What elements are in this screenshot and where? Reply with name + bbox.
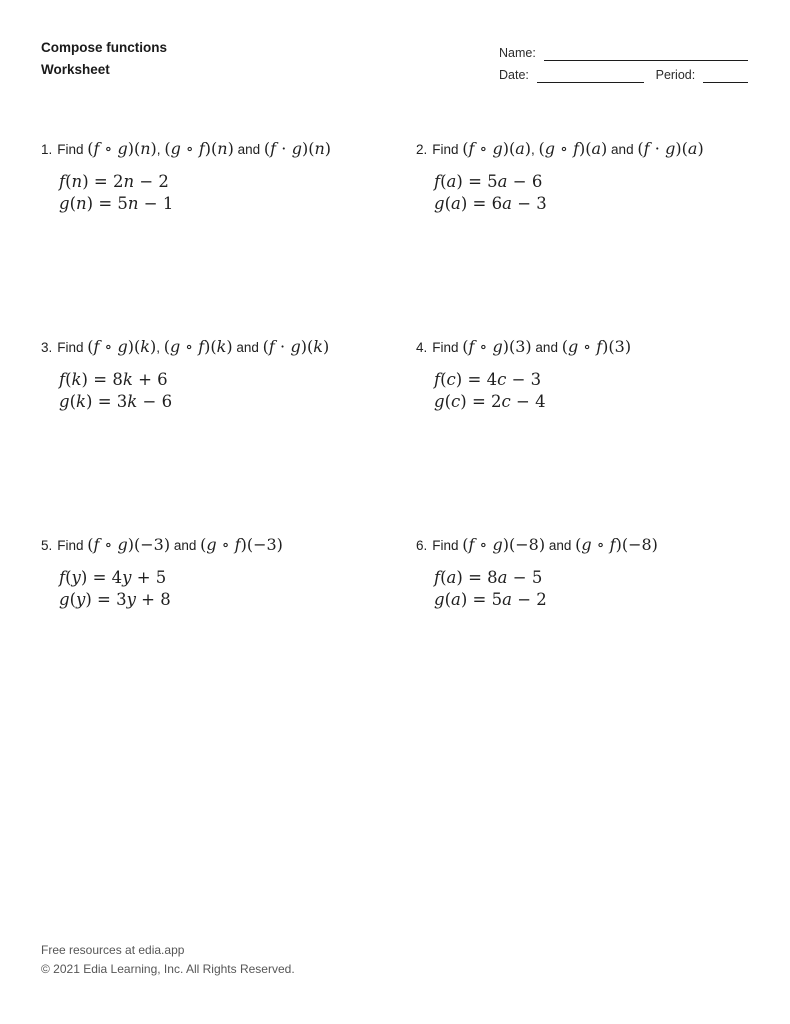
page-footer [41,941,295,979]
function-g-definition: g(c) = 2c − 4 [434,391,546,411]
problem-prompt [432,339,631,356]
function-f-definition: f(c) = 4c − 3 [434,370,542,389]
problem-prompt [432,141,703,158]
math-expression: (g ∘ f)(n) [164,139,234,158]
date-blank-line[interactable] [537,70,644,83]
problem-6 [416,533,751,731]
problem-prompt [432,537,658,554]
name-blank-line[interactable] [544,48,748,61]
problem-number: 5. [41,538,53,553]
prompt-text: , [156,142,165,157]
prompt-text: Find [57,142,88,157]
problem-equations [434,171,751,214]
problem-equations [434,369,751,412]
prompt-text: Find [57,538,88,553]
problem-equations [59,567,416,610]
prompt-text: Find [432,142,463,157]
problem-equations [434,567,751,610]
prompt-text: and [233,142,264,157]
problem-equations [59,369,416,412]
math-expression: (g ∘ f)(−8) [575,535,658,554]
period-blank-line[interactable] [703,70,748,83]
name-label: Name: [499,46,536,60]
problem-equations [59,171,416,214]
prompt-text: Find [57,340,88,355]
math-expression: (f ∘ g)(n) [87,139,157,158]
function-f-definition: f(y) = 4y + 5 [59,568,167,587]
math-expression: (f ∘ g)(3) [462,337,532,356]
math-expression: (g ∘ f)(a) [538,139,608,158]
prompt-text: Find [432,340,463,355]
function-g-definition: g(a) = 5a − 2 [434,589,547,609]
math-expression: (f ∘ g)(a) [462,139,532,158]
prompt-text: and [545,538,576,553]
math-expression: (f ∘ g)(k) [87,337,157,356]
math-expression: (g ∘ f)(3) [561,337,632,356]
problem-3 [41,335,416,533]
name-field-row [499,46,748,61]
worksheet-title [41,37,167,81]
function-g-definition: g(a) = 6a − 3 [434,193,547,213]
function-f-definition: f(n) = 2n − 2 [59,172,169,191]
problem-number: 2. [416,142,428,157]
footer-resources-text: Free resources at edia.app [41,943,185,957]
math-expression: (f ∘ g)(−3) [87,535,171,554]
problem-number: 3. [41,340,53,355]
problem-number: 1. [41,142,53,157]
math-expression: (g ∘ f)(−3) [200,535,283,554]
prompt-text: , [156,340,164,355]
math-expression: (f ⋅ g)(n) [263,139,332,158]
prompt-text: and [232,340,263,355]
math-expression: (g ∘ f)(k) [163,337,233,356]
prompt-text: Find [432,538,463,553]
worksheet-title-line1: Compose functions [41,40,168,55]
problem-prompt-line [41,335,416,360]
problem-prompt-line [416,533,751,558]
math-expression: (f ⋅ g)(k) [262,337,330,356]
period-label: Period: [655,68,696,82]
date-period-field-row [499,68,748,83]
problems-grid [41,137,751,731]
problem-number: 4. [416,340,428,355]
problem-prompt-line [416,137,751,162]
function-g-definition: g(y) = 3y + 8 [59,589,171,609]
problem-5 [41,533,416,731]
prompt-text: and [531,340,562,355]
prompt-text: and [170,538,201,553]
problem-prompt-line [41,533,416,558]
problem-prompt [57,339,329,356]
student-fields [499,46,748,90]
problem-prompt-line [416,335,751,360]
problem-prompt [57,537,283,554]
problem-number: 6. [416,538,428,553]
date-label: Date: [499,68,529,82]
function-g-definition: g(n) = 5n − 1 [59,193,174,213]
function-f-definition: f(k) = 8k + 6 [59,370,168,389]
problem-4 [416,335,751,533]
function-g-definition: g(k) = 3k − 6 [59,391,173,411]
footer-copyright-text: © 2021 Edia Learning, Inc. All Rights Reserved. [41,962,295,976]
prompt-text: , [531,142,539,157]
prompt-text: and [607,142,638,157]
problem-2 [416,137,751,335]
math-expression: (f ⋅ g)(a) [637,139,704,158]
worksheet-title-line2: Worksheet [41,62,110,77]
problem-prompt [57,141,331,158]
problem-prompt-line [41,137,416,162]
function-f-definition: f(a) = 8a − 5 [434,568,543,587]
math-expression: (f ∘ g)(−8) [462,535,546,554]
problem-1 [41,137,416,335]
function-f-definition: f(a) = 5a − 6 [434,172,543,191]
